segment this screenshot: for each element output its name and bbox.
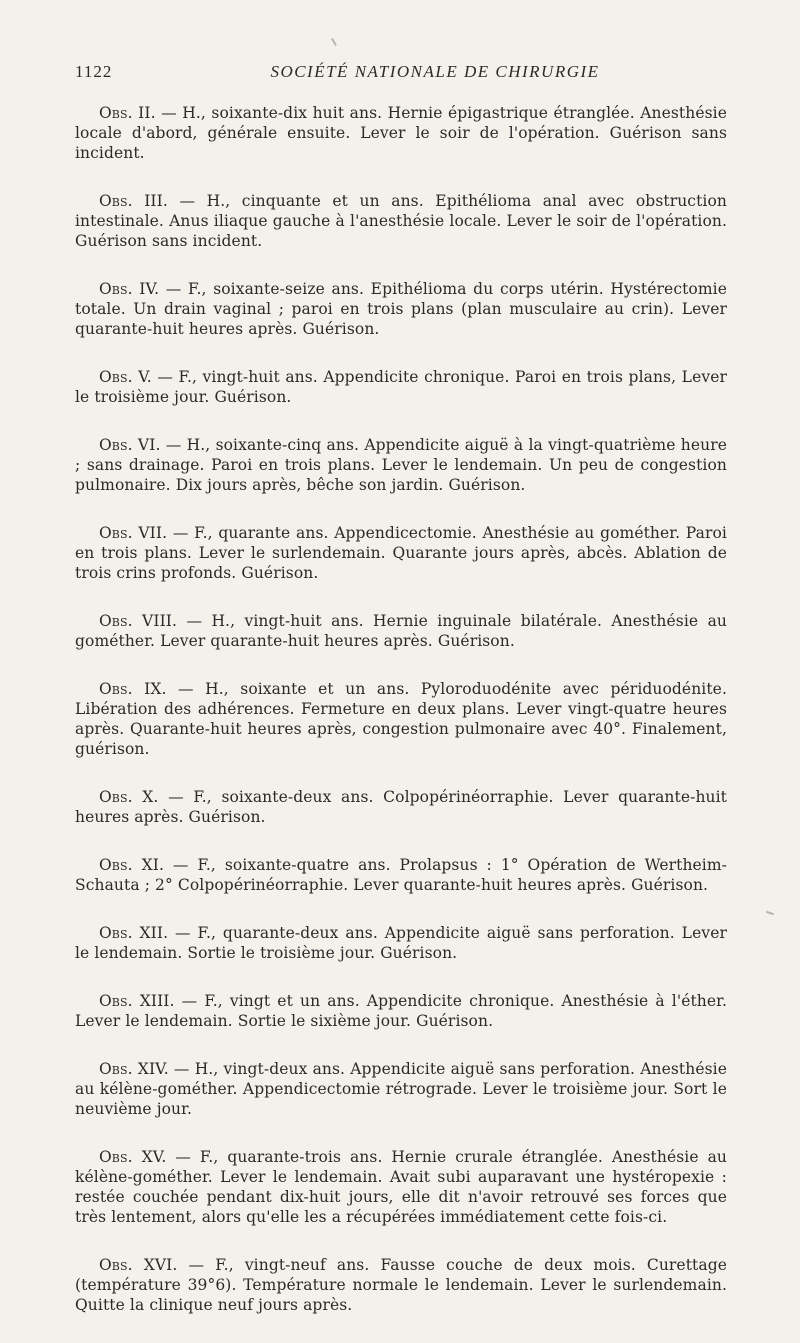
observation-text: — F., vingt-huit ans. Appendicite chronique. Paroi en trois plans, Lever le troisième jour. Guérison. bbox=[75, 368, 727, 406]
observation-text: — H., soixante et un ans. Pyloroduodénite avec périduodénite. Libération des adhérences. Fermeture en deux plans. Lever vingt-quatre heures après. Quarante-huit heures après, congestion pulmonaire avec 40°. Finalement, guérison. bbox=[75, 680, 727, 758]
observation-label: Obs. XII. bbox=[99, 924, 169, 942]
observation-paragraph bbox=[75, 787, 727, 827]
observation-paragraph bbox=[75, 367, 727, 407]
observation-paragraph bbox=[75, 279, 727, 339]
observation-text: — H., cinquante et un ans. Epithélioma anal avec obstruction intestinale. Anus iliaque gauche à l'anesthésie locale. Lever le soir de l'opération. Guérison sans incident. bbox=[75, 192, 727, 250]
observation-text: — F., quarante ans. Appendicectomie. Anesthésie au gométher. Paroi en trois plans. Lever le surlendemain. Quarante jours après, abcès. Ablation de trois crins profonds. Guérison. bbox=[75, 524, 727, 582]
observation-text: — F., soixante-seize ans. Epithélioma du corps utérin. Hystérectomie totale. Un drain vaginal ; paroi en trois plans (plan musculaire au crin). Lever quarante-huit heures après. Guérison. bbox=[75, 280, 727, 338]
observation-paragraph bbox=[75, 991, 727, 1031]
observation-label: Obs. XIII. bbox=[99, 992, 175, 1010]
observation-label: Obs. XV. bbox=[99, 1148, 167, 1166]
observation-label: Obs. V. bbox=[99, 368, 152, 386]
observation-paragraph bbox=[75, 923, 727, 963]
observation-paragraph bbox=[75, 103, 727, 163]
observation-text: — H., soixante-dix huit ans. Hernie épigastrique étranglée. Anesthésie locale d'abord, générale ensuite. Lever le soir de l'opération. Guérison sans incident. bbox=[75, 104, 727, 162]
observation-label: Obs. III. bbox=[99, 192, 168, 210]
observation-label: Obs. XVI. bbox=[99, 1256, 178, 1274]
observation-label: Obs. VIII. bbox=[99, 612, 178, 630]
observation-label: Obs. XIV. bbox=[99, 1060, 169, 1078]
observation-label: Obs. XI. bbox=[99, 856, 164, 874]
observation-label: Obs. II. bbox=[99, 104, 156, 122]
observation-text: — F., quarante-trois ans. Hernie crurale étranglée. Anesthésie au kélène-gométher. Lever le lendemain. Avait subi auparavant une hystéropexie : restée couchée pendant dix-huit jours, elle dit n'avoir retrouvé ses forces que très lentement, alors qu'elle les a récupérées immédiatement cette fois-ci. bbox=[75, 1148, 727, 1226]
observation-text: — F., soixante-quatre ans. Prolapsus : 1° Opération de Wertheim-Schauta ; 2° Colpopérinéorraphie. Lever quarante-huit heures après. Guérison. bbox=[75, 856, 727, 894]
observation-label: Obs. IV. bbox=[99, 280, 160, 298]
observation-text: — F., vingt et un ans. Appendicite chronique. Anesthésie à l'éther. Lever le lendemain. Sortie le sixième jour. Guérison. bbox=[75, 992, 727, 1030]
observation-label: Obs. IX. bbox=[99, 680, 167, 698]
observation-paragraph bbox=[75, 855, 727, 895]
observation-paragraph bbox=[75, 1059, 727, 1119]
observation-text: — F., vingt-neuf ans. Fausse couche de deux mois. Curettage (température 39°6). Température normale le lendemain. Lever le surlendemain. Quitte la clinique neuf jours après. bbox=[75, 1256, 728, 1314]
observation-paragraph bbox=[75, 679, 727, 759]
observation-label: Obs. VII. bbox=[99, 524, 168, 542]
running-title: SOCIÉTÉ NATIONALE DE CHIRURGIE bbox=[270, 62, 600, 81]
observation-label: Obs. VI. bbox=[99, 436, 161, 454]
scan-mark-right bbox=[766, 911, 774, 916]
observation-text: — H., vingt-huit ans. Hernie inguinale bilatérale. Anesthésie au gométher. Lever quarante-huit heures après. Guérison. bbox=[75, 612, 727, 650]
observation-text: — F., quarante-deux ans. Appendicite aiguë sans perforation. Lever le lendemain. Sortie le troisième jour. Guérison. bbox=[75, 924, 727, 962]
observation-text: — H., soixante-cinq ans. Appendicite aiguë à la vingt-quatrième heure ; sans drainage. Paroi en trois plans. Lever le lendemain. Un peu de congestion pulmonaire. Dix jours après, bêche son jardin. Guérison. bbox=[75, 436, 727, 494]
page-number: 1122 bbox=[75, 62, 113, 81]
observation-label: Obs. X. bbox=[99, 788, 159, 806]
observation-paragraph bbox=[75, 1255, 727, 1315]
observation-paragraph bbox=[75, 523, 727, 583]
observations-list bbox=[75, 103, 727, 1343]
observation-paragraph bbox=[75, 1147, 727, 1227]
observation-text: — H., vingt-deux ans. Appendicite aiguë sans perforation. Anesthésie au kélène-gométher. Appendicectomie rétrograde. Lever le troisième jour. Sort le neuvième jour. bbox=[75, 1060, 727, 1118]
observation-paragraph bbox=[75, 611, 727, 651]
observation-text: — F., soixante-deux ans. Colpopérinéorraphie. Lever quarante-huit heures après. Guérison. bbox=[75, 788, 727, 826]
scan-mark-top bbox=[331, 38, 337, 46]
observation-paragraph bbox=[75, 435, 727, 495]
observation-paragraph bbox=[75, 191, 727, 251]
page-header bbox=[75, 62, 727, 86]
